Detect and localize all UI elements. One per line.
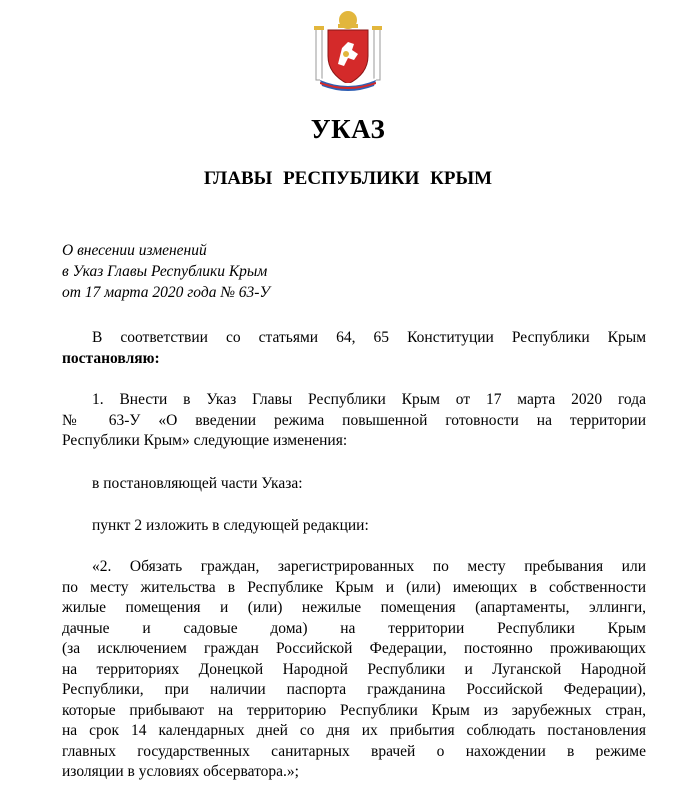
quote-line: по месту жительства в Республике Крым и (или) имеющих в собственности (62, 578, 646, 596)
point-label: пункт 2 изложить в следующей редакции: (92, 517, 369, 534)
decree-verb: постановляю: (62, 349, 160, 367)
quote-line: дачные и садовые дома) на территории Республики Крым (62, 619, 646, 637)
item-1-line: 1. Внести в Указ Главы Республики Крым от 17 марта 2020 года (92, 391, 646, 408)
item-1-line: Республики Крым» следующие изменения: (62, 432, 348, 449)
item-1-paragraph (62, 390, 646, 452)
document-heading-note (62, 240, 270, 303)
preamble-line: В соответствии со статьями 64, 65 Конституции Республики Крым (92, 329, 646, 346)
quote-line: «2. Обязать граждан, зарегистрированных по месту пребывания или (92, 558, 646, 575)
document-title: УКАЗ (310, 114, 386, 144)
heading-note-line: от 17 марта 2020 года № 63-У (62, 284, 270, 301)
crimea-emblem-icon (308, 8, 388, 92)
quote-line: которые прибывают на территорию Республики Крым из зарубежных стран, (62, 701, 646, 719)
heading-note-line: в Указ Главы Республики Крым (62, 263, 268, 280)
quote-line: на территориях Донецкой Народной Республики и Луганской Народной (62, 660, 646, 678)
quote-line: жилые помещения и (или) нежилые помещения (апартаменты, эллинги, (62, 599, 646, 616)
heading-note-line: О внесении изменений (62, 242, 207, 259)
part-label-paragraph (62, 474, 646, 495)
quote-line: на срок 14 календарных дней со дня их прибытия соблюдать постановления (62, 722, 646, 739)
item-1-line: № 63-У «О введении режима повышенной готовности на территории (62, 411, 646, 429)
quote-paragraph (62, 557, 646, 783)
point-label-paragraph (62, 516, 646, 537)
quote-line: Республики, при наличии паспорта гражданина Российской Федерации), (62, 681, 646, 698)
preamble-paragraph (62, 328, 646, 369)
document-subtitle: ГЛАВЫ РЕСПУБЛИКИ КРЫМ (203, 168, 493, 189)
quote-line: (за исключением граждан Российской Федерации, постоянно проживающих (62, 640, 646, 657)
quote-line: главных государственных санитарных врачей о нахождении в режиме (62, 742, 646, 760)
part-label: в постановляющей части Указа: (92, 475, 303, 492)
quote-line: изоляции в условиях обсерватора.»; (62, 763, 299, 780)
